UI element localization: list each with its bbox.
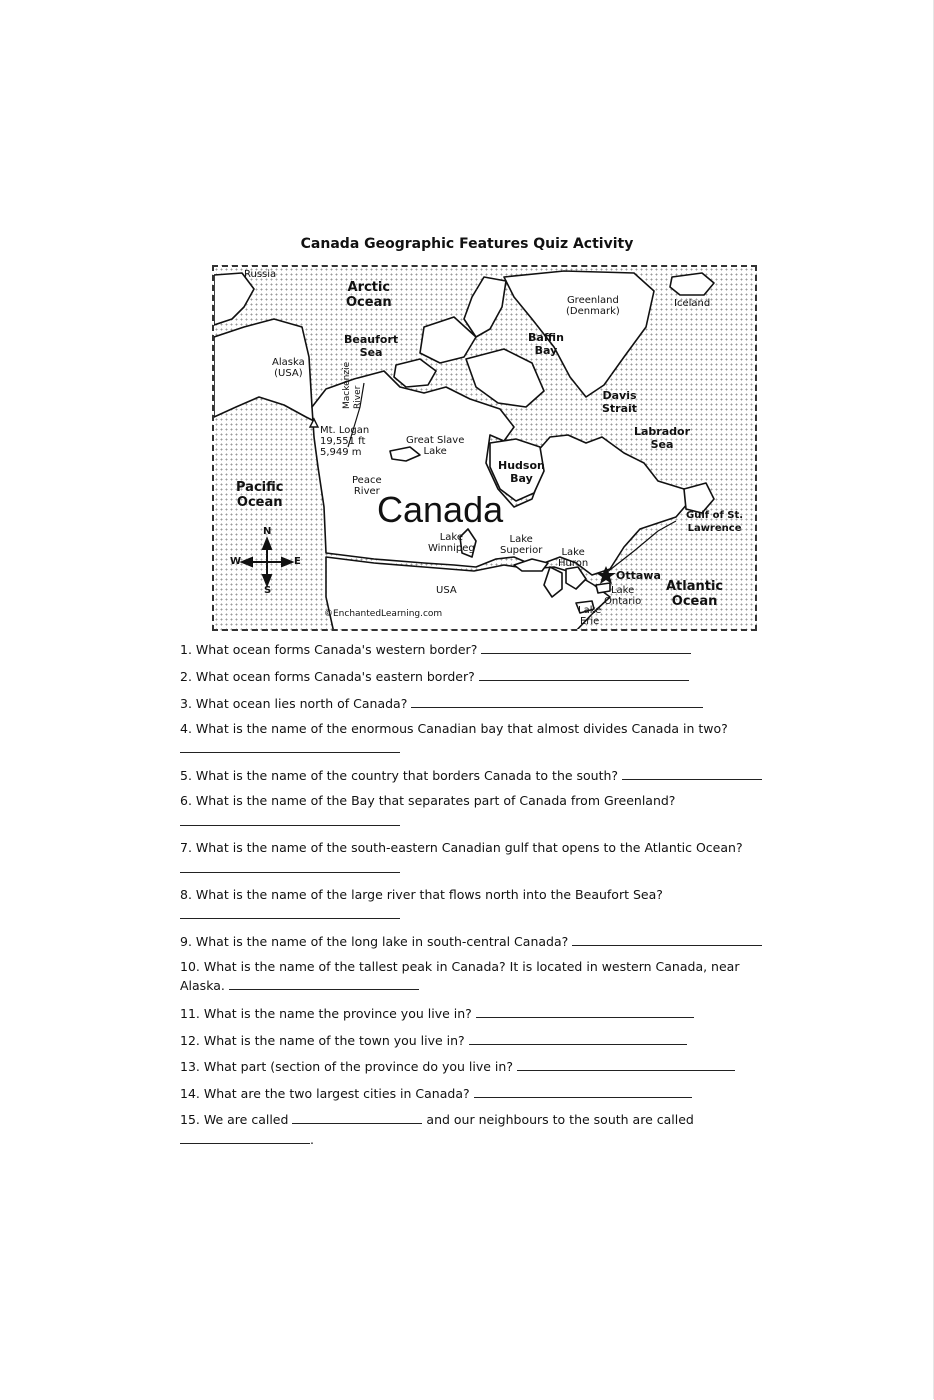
question-12: [180, 1032, 687, 1049]
question-2: [180, 668, 689, 685]
question-6-text: 6. What is the name of the Bay that separates part of Canada from Greenland?: [180, 793, 676, 808]
compass-n: N: [263, 526, 272, 537]
question-10-cont: [180, 977, 419, 994]
label-canada: Canada: [377, 489, 504, 530]
label-mackenzie-river: Mackenzie River: [342, 361, 363, 409]
label-peace-river: Peace River: [352, 475, 382, 497]
label-davis-strait: Davis Strait: [602, 389, 638, 415]
answer-blank-1[interactable]: [481, 641, 691, 654]
label-russia: Russia: [244, 269, 277, 280]
label-baffin-bay: Baffin Bay: [528, 331, 564, 357]
answer-blank-10[interactable]: [229, 977, 419, 990]
question-14: [180, 1085, 692, 1102]
label-usa: USA: [436, 585, 457, 596]
victoria-island-shape: [394, 359, 436, 387]
question-5-text: 5. What is the name of the country that borders Canada to the south?: [180, 768, 619, 783]
label-lake-ontario: Lake Ontario: [604, 585, 642, 607]
canada-map: [212, 265, 757, 631]
label-mt-logan: Mt. Logan 19,551 ft 5,949 m: [320, 425, 370, 458]
question-3-text: 3. What ocean lies north of Canada?: [180, 696, 408, 711]
label-greenland: Greenland (Denmark): [566, 295, 620, 317]
question-1-text: 1. What ocean forms Canada's western border?: [180, 642, 478, 657]
answer-blank-4[interactable]: [180, 752, 400, 753]
label-lake-superior: Lake Superior: [500, 534, 543, 556]
label-iceland: Iceland: [674, 298, 711, 309]
alaska-shape: [214, 319, 326, 427]
answer-blank-15b[interactable]: [180, 1131, 310, 1144]
question-10-text: 10. What is the name of the tallest peak in Canada? It is located in western Canada, near: [180, 959, 740, 974]
question-11: [180, 1005, 694, 1022]
compass-rose: [242, 539, 292, 585]
label-gulf-st-lawrence: Gulf of St. Lawrence: [686, 510, 744, 534]
label-lake-winnipeg: Lake Winnipeg: [428, 532, 475, 554]
question-14-text: 14. What are the two largest cities in Canada?: [180, 1086, 470, 1101]
question-6: [180, 793, 675, 809]
label-credit: ©EnchantedLearning.com: [324, 609, 443, 619]
question-1: [180, 641, 691, 658]
question-15-text-end: .: [310, 1132, 314, 1147]
question-15-cont: [180, 1131, 314, 1148]
question-3: [180, 695, 703, 712]
question-12-text: 12. What is the name of the town you live in?: [180, 1033, 465, 1048]
label-atlantic-ocean: Atlantic Ocean: [666, 579, 724, 609]
russia-shape: [214, 273, 254, 325]
answer-blank-9[interactable]: [572, 933, 762, 946]
question-10: [180, 959, 739, 975]
answer-blank-12[interactable]: [469, 1032, 687, 1045]
question-7-text: 7. What is the name of the south-eastern Canadian gulf that opens to the Atlantic Ocean?: [180, 840, 743, 855]
label-lake-erie: Lake Erie: [578, 605, 602, 627]
compass-e: E: [294, 556, 301, 567]
question-7: [180, 840, 743, 856]
label-great-slave-lake: Great Slave Lake: [406, 435, 465, 457]
baffin-island-shape: [466, 349, 544, 407]
answer-blank-2[interactable]: [479, 668, 689, 681]
label-lake-huron: Lake Huron: [558, 547, 589, 569]
answer-blank-14[interactable]: [474, 1085, 692, 1098]
question-15-text: 15. We are called: [180, 1112, 289, 1127]
label-pacific-ocean: Pacific Ocean: [236, 480, 284, 510]
question-15-text-mid: and our neighbours to the south are called: [426, 1112, 694, 1127]
question-9: [180, 933, 762, 950]
answer-blank-3[interactable]: [411, 695, 703, 708]
question-4-text: 4. What is the name of the enormous Canadian bay that almost divides Canada in two?: [180, 721, 728, 736]
label-labrador-sea: Labrador Sea: [634, 425, 691, 451]
iceland-shape: [670, 273, 714, 295]
compass-s: S: [264, 585, 272, 596]
question-4: [180, 721, 728, 737]
answer-blank-5[interactable]: [622, 767, 762, 780]
question-5: [180, 767, 762, 784]
question-15: [180, 1111, 694, 1128]
answer-blank-15a[interactable]: [292, 1111, 422, 1124]
answer-blank-6[interactable]: [180, 825, 400, 826]
question-2-text: 2. What ocean forms Canada's eastern border?: [180, 669, 475, 684]
question-11-text: 11. What is the name the province you live in?: [180, 1006, 472, 1021]
label-arctic-ocean: Arctic Ocean: [346, 280, 392, 310]
question-8: [180, 887, 663, 903]
compass-w: W: [230, 556, 242, 567]
label-ottawa: Ottawa: [616, 569, 661, 582]
question-13: [180, 1058, 735, 1075]
question-10-text2: Alaska.: [180, 978, 225, 993]
label-hudson-bay: Hudson Bay: [498, 459, 545, 485]
answer-blank-7[interactable]: [180, 872, 400, 873]
answer-blank-11[interactable]: [476, 1005, 694, 1018]
question-8-text: 8. What is the name of the large river that flows north into the Beaufort Sea?: [180, 887, 663, 902]
label-alaska: Alaska (USA): [272, 357, 305, 379]
answer-blank-8[interactable]: [180, 918, 400, 919]
ellesmere-shape: [464, 277, 506, 337]
label-beaufort-sea: Beaufort Sea: [344, 333, 399, 359]
worksheet-title: Canada Geographic Features Quiz Activity: [300, 236, 634, 252]
answer-blank-13[interactable]: [517, 1058, 735, 1071]
question-9-text: 9. What is the name of the long lake in south-central Canada?: [180, 934, 569, 949]
question-13-text: 13. What part (section of the province do you live in?: [180, 1059, 513, 1074]
